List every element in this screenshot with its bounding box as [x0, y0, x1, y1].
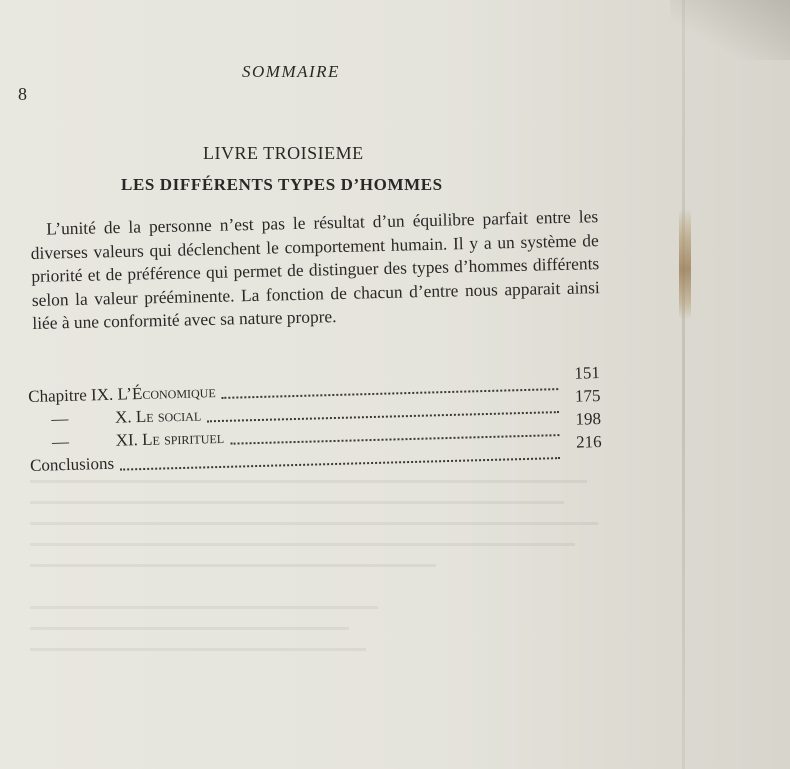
toc-numeral: X.	[114, 407, 132, 427]
toc-prefix: Chapitre	[28, 385, 88, 406]
toc-prefix: —	[51, 431, 70, 452]
summary-paragraph: L’unité de la personne n’est pas le résultat d’un équilibre parfait entre les diverses valeurs qui déclenchent le comportement humain. Il y a un système de priorité et de préférence qui permet de distinguer des types d’hommes différents selon la valeur prééminente. La fonction de chacun d’entre nous apparait ainsi liée à une conformité avec sa nature propre.	[30, 206, 600, 333]
page-fold	[682, 0, 685, 769]
toc-numeral: IX.	[90, 384, 114, 405]
toc-prefix: —	[51, 408, 69, 429]
page-number: 8	[18, 84, 27, 104]
toc-page-number: 216	[575, 432, 602, 452]
leader-dots	[120, 457, 560, 471]
toc-title: Le social	[135, 405, 202, 427]
paper-stain	[679, 208, 691, 320]
page-corner-shadow	[670, 0, 790, 60]
running-title: SOMMAIRE	[242, 62, 340, 81]
toc-page-number: 198	[575, 409, 602, 429]
toc-numeral: XI.	[115, 430, 139, 450]
toc-title: Conclusions	[29, 453, 115, 475]
section-subtitle: LES DIFFÉRENTS TYPES D’HOMMES	[121, 175, 443, 194]
toc-title: L’Économique	[117, 382, 216, 404]
book-title: LIVRE TROISIEME	[203, 143, 364, 163]
show-through-text	[30, 480, 610, 740]
table-of-contents	[28, 363, 602, 479]
toc-page-number: 151	[574, 363, 601, 383]
toc-page-number: 175	[574, 386, 601, 406]
toc-title: Le spirituel	[141, 427, 225, 450]
